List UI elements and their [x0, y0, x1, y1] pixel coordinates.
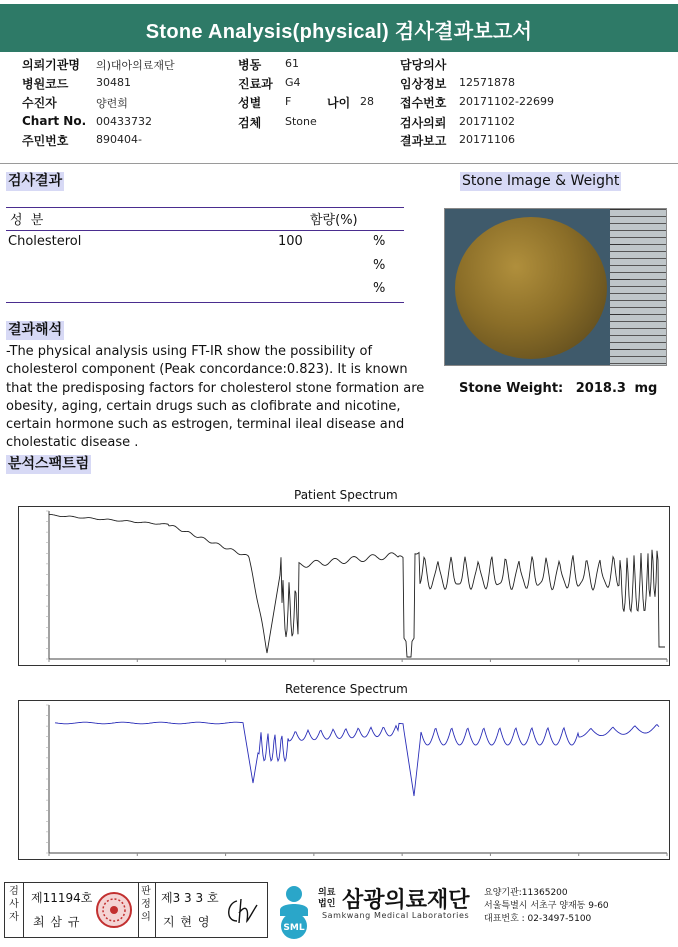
reference-spectrum-svg	[19, 701, 669, 859]
info-label-receipt-no: 접수번호	[400, 96, 447, 110]
info-label-ward: 병동	[238, 58, 262, 72]
info-value-patient: 양련희	[96, 97, 128, 110]
inspector-seal-icon	[95, 891, 133, 929]
report-footer	[0, 878, 678, 947]
info-value-department: G4	[285, 76, 301, 89]
info-value-specimen: Stone	[285, 115, 317, 128]
reviewer-signature-icon	[223, 893, 263, 929]
reference-spectrum-plot	[18, 700, 670, 860]
patient-info	[0, 54, 678, 162]
patient-spectrum-plot	[18, 506, 670, 666]
patient-spectrum-title: Patient Spectrum	[294, 488, 398, 502]
info-value-age: 28	[360, 95, 374, 108]
info-label-hospital-code: 병원코드	[22, 77, 69, 91]
info-value-hospital-code: 30481	[96, 76, 131, 89]
org-prefix	[318, 888, 335, 910]
info-value-resident-no: 890404-	[96, 133, 142, 146]
reviewer-name: 지 현 영	[163, 915, 211, 929]
results-table-top-line	[6, 207, 404, 208]
results-col-amount: 함량(%)	[310, 213, 358, 228]
reviewer-vertical-label: 판정의	[141, 886, 151, 923]
spectrum-axes	[46, 511, 667, 662]
gallstone-image	[455, 217, 607, 359]
signature-box	[4, 882, 268, 938]
result-component: Cholesterol	[8, 234, 82, 249]
result-amount: 100	[278, 234, 303, 249]
spectrum-heading: 분석스팩트럼	[8, 456, 90, 472]
info-value-ward: 61	[285, 57, 299, 70]
org-prefix-line-2: 법인	[318, 899, 336, 909]
stone-photo	[444, 208, 667, 366]
inspector-license-no: 제11194호	[31, 891, 93, 905]
info-label-institution: 의뢰기관명	[22, 58, 80, 72]
info-value-report-date: 20171106	[459, 133, 515, 146]
info-label-clinical-info: 임상정보	[400, 77, 447, 91]
interpretation-heading: 결과해석	[8, 322, 63, 338]
info-value-sex: F	[285, 95, 292, 108]
org-name: 삼광의료재단	[342, 888, 470, 913]
results-table-header-line	[6, 230, 404, 231]
sml-logo-icon	[272, 884, 316, 940]
info-value-chart-no: 00433732	[96, 115, 152, 128]
info-value-institution: 의)대아의료재단	[96, 59, 175, 72]
info-label-sex: 성별	[238, 96, 262, 110]
org-prefix-line-1: 의료	[318, 888, 336, 898]
info-value-request-date: 20171102	[459, 115, 515, 128]
inspector-vertical-label: 검사자	[9, 886, 19, 923]
interpretation-text: -The physical analysis using FT-IR show the possibility of cholesterol component (Peak concordance:0.823). It is known that the predisposing factors for cholesterol stone formation are obesity, aging, certain drugs such as clofibrate and nicotine, certain hormone such as estrogen, terminal ileal disease and cholestatic disease .	[6, 344, 425, 451]
info-label-request-date: 검사의뢰	[400, 116, 447, 130]
reference-spectrum-title: Reterence Spectrum	[285, 682, 408, 696]
result-unit: %	[373, 258, 386, 273]
result-unit: %	[373, 281, 386, 296]
info-label-patient: 수진자	[22, 96, 57, 110]
info-label-doctor: 담당의사	[400, 58, 447, 72]
reference-spectrum-line	[55, 722, 659, 796]
info-divider	[0, 163, 678, 164]
footer-divider	[23, 883, 24, 937]
org-address: 서울특별시 서초구 양재동 9-60	[484, 901, 609, 911]
result-unit: %	[373, 234, 386, 249]
report-title: Stone Analysis(physical) 검사결과보고서	[145, 21, 533, 43]
stone-weight-value: 2018.3	[575, 381, 626, 396]
patient-spectrum-line	[49, 515, 665, 657]
org-phone: 대표번호 : 02-3497-5100	[484, 914, 592, 924]
stone-weight-label: Stone Weight:	[459, 381, 564, 396]
reviewer-license-no: 제3 3 3 호	[161, 891, 219, 905]
stone-weight	[459, 381, 657, 396]
ruler-image	[610, 209, 666, 366]
info-label-specimen: 검체	[238, 116, 262, 130]
info-label-department: 진료과	[238, 77, 273, 91]
results-table-bottom-line	[6, 302, 404, 303]
inspector-name: 최 삼 규	[33, 915, 81, 929]
patient-spectrum-svg	[19, 507, 669, 665]
org-code: 요양기관:11365200	[484, 888, 568, 898]
info-label-chart-no: Chart No.	[22, 114, 87, 128]
spectrum-axes	[46, 705, 667, 856]
results-heading: 검사결과	[8, 173, 63, 189]
info-label-age: 나이	[327, 96, 351, 110]
sml-logo-text: SML	[283, 923, 305, 933]
report-title-bar	[0, 0, 678, 52]
info-value-receipt-no: 20171102-22699	[459, 95, 554, 108]
info-label-report-date: 결과보고	[400, 134, 447, 148]
org-contact	[484, 887, 609, 926]
stone-weight-unit: mg	[634, 381, 658, 396]
info-label-resident-no: 주민번호	[22, 134, 69, 148]
footer-divider	[155, 883, 156, 937]
stone-image-heading: Stone Image & Weight	[462, 173, 620, 189]
results-col-component: 성 분	[10, 213, 46, 228]
info-value-clinical-info: 12571878	[459, 76, 515, 89]
org-english-name: Samkwang Medical Laboratories	[322, 911, 470, 920]
